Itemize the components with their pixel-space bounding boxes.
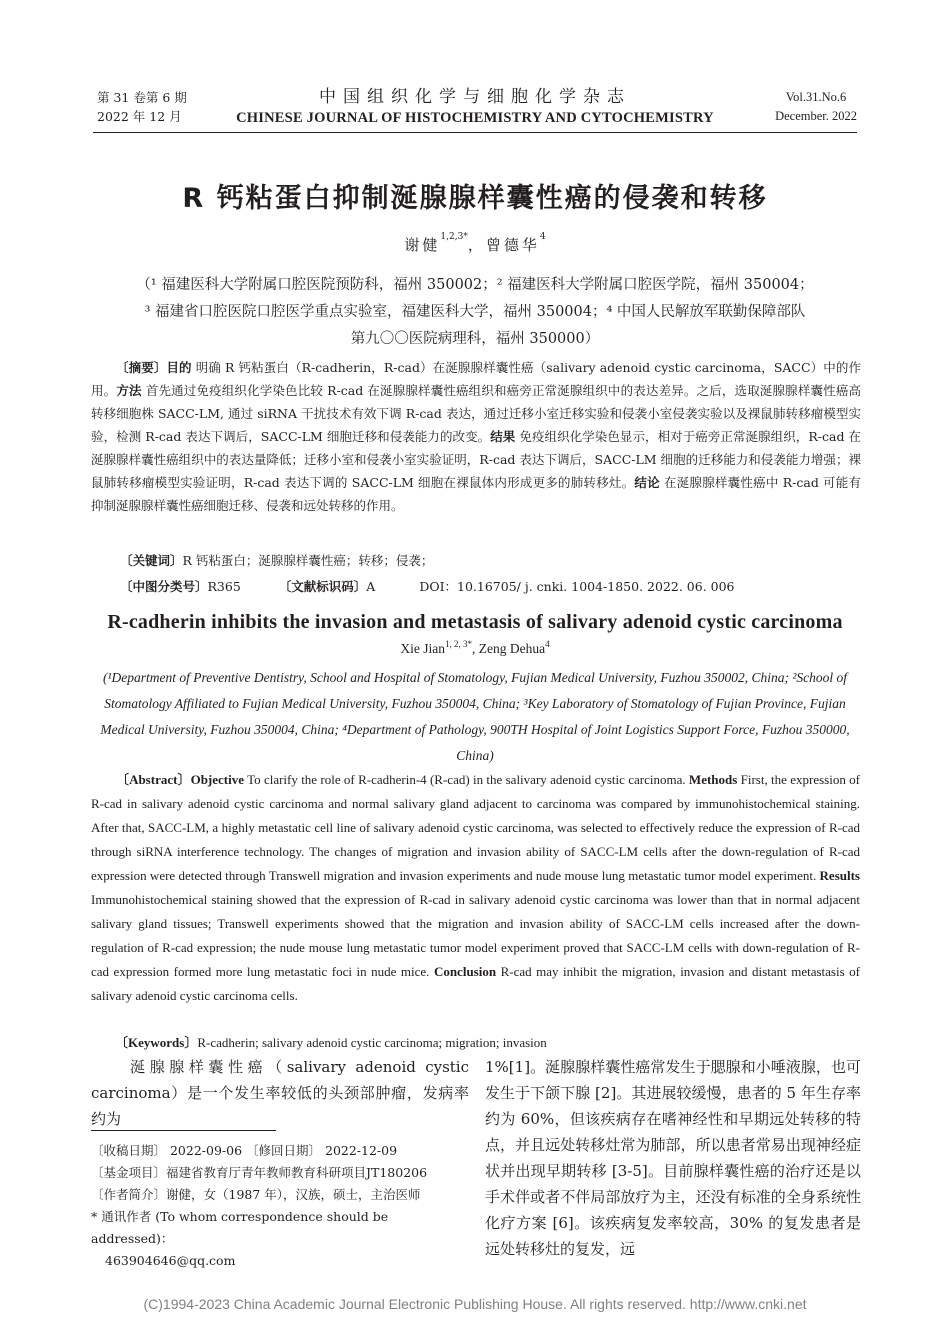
article-title-en: R-cadherin inhibits the invasion and metastasis of salivary adenoid cystic carcinoma xyxy=(107,611,843,633)
journal-title-en: CHINESE JOURNAL OF HISTOCHEMISTRY AND CYTOCHEMISTRY xyxy=(236,110,714,126)
issue-info-en xyxy=(775,88,857,126)
footnote-divider xyxy=(91,1130,276,1131)
doc-code-value: A xyxy=(366,579,376,594)
author-2-affil-cn: 4 xyxy=(539,232,546,242)
doi: DOI：10.16705/ j. cnki. 1004-1850. 2022. 06. 006 xyxy=(419,579,735,594)
body-column-left: 涎腺腺样囊性癌（salivary adenoid cystic carcinoma）是一个发生率较低的头颈部肿瘤，发病率约为 xyxy=(91,1058,469,1128)
copyright-footer: (C)1994-2023 China Academic Journal Electronic Publishing House. All rights reserved. http://www.cnki.net xyxy=(143,1296,807,1312)
footnote-corresponding: * 通讯作者 (To whom correspondence should be addressed)： xyxy=(91,1209,389,1246)
authors-cn xyxy=(0,234,950,255)
author-2-affil-en: 4 xyxy=(545,639,550,649)
footnotes xyxy=(91,1140,471,1272)
keywords-en xyxy=(115,1032,547,1051)
clc-value: R365 xyxy=(207,579,241,594)
abstract-methods-cn: 首先通过免疫组织化学染色比较 R-cad 在涎腺腺样囊性癌组织和癌旁正常涎腺组织中的表达差异。之后，选取涎腺腺样囊性癌高转移细胞株 SACC-LM, 通过 siRNA 干扰技术有效下调 R-cad 表达，通过迁移小室迁移实验和侵袭小室侵袭实验以及裸鼠肺转移瘤模型实验，检测 R-cad 表达下调后，SACC-LM 细胞迁移和侵袭能力的改变。 xyxy=(91,383,861,444)
abstract-results-en: Immunohistochemical staining showed that the expression of R-cad in salivary adenoid cystic carcinoma was lower than that in normal adjacent salivary gland tissues; Transwell experiments showed that the migration and invasion ability of SACC-LM cells increased after the down-regulation of R-cad expression; the nude mouse lung metastatic tumor model experiment proved that SACC-LM cells with down-regulation of R-cad expression formed more lung metastatic foci in nude mice. xyxy=(91,892,860,979)
author-separator-en: , xyxy=(472,641,479,656)
abstract-label-en: 〔Abstract〕 xyxy=(116,772,191,787)
affiliation-line-cn: ³ 福建省口腔医院口腔医学重点实验室，福建医科大学，福州 350004；⁴ 中国人民解放军联勤保障部队 xyxy=(144,304,806,320)
clc-label: 〔中图分类号〕 xyxy=(120,579,208,594)
author-1-affil-en: 1, 2, 3* xyxy=(445,639,472,649)
footnote-fund: 〔基金项目〕福建省教育厅青年教师教育科研项目JT180206 xyxy=(91,1165,428,1180)
abstract-objective-en: To clarify the role of R-cadherin-4 (R-cad) in the salivary adenoid cystic carcinoma. xyxy=(244,772,689,787)
article-title-cn: R 钙粘蛋白抑制涎腺腺样囊性癌的侵袭和转移 xyxy=(182,183,768,214)
affiliation-line-cn: （¹ 福建医科大学附属口腔医院预防科，福州 350002；² 福建医科大学附属口腔医学院，福州 350004； xyxy=(136,277,814,293)
authors-en xyxy=(0,641,950,657)
abstract-results-label-en: Results xyxy=(819,868,860,883)
keywords-text-en: R-cadherin; salivary adenoid cystic carcinoma; migration; invasion xyxy=(197,1035,547,1050)
author-1-cn: 谢健 xyxy=(404,236,441,254)
abstract-cn xyxy=(91,356,861,517)
journal-title xyxy=(190,86,760,128)
keywords-label-en: 〔Keywords〕 xyxy=(115,1035,198,1050)
abstract-objective-cn: 明确 R 钙粘蛋白（R-cadherin，R-cad）在涎腺腺样囊性癌（salivary adenoid cystic carcinoma，SACC）中的作用。 xyxy=(91,360,861,398)
abstract-en xyxy=(91,768,860,1008)
volume-en: Vol.31.No.6 xyxy=(785,90,847,104)
footnote-received: 〔收稿日期〕 2022-09-06 〔修回日期〕 2022-12-09 xyxy=(91,1143,398,1158)
keywords-cn xyxy=(120,550,433,572)
abstract-methods-en: First, the expression of R-cad in salivary adenoid cystic carcinoma and normal salivary gland adjacent to carcinoma was compared by immunohistochemical staining. After that, SACC-LM, a highly metastatic cell line of salivary adenoid cystic carcinoma, was selected to effectively reduce the expression of R-cad through siRNA interference technology. The changes of migration and invasion ability of SACC-LM cells after the down-regulation of R-cad expression were detected through Transwell migration and invasion experiments and nude mouse lung metastatic tumor model experiment. xyxy=(91,772,860,883)
author-separator-cn: ， xyxy=(467,236,486,254)
abstract-objective-label-en: Objective xyxy=(190,772,245,787)
author-1-en: Xie Jian xyxy=(400,641,445,656)
abstract-methods-label-cn: 方法 xyxy=(116,383,142,398)
affiliation-line-cn: 第九〇〇医院病理科，福州 350000） xyxy=(350,331,600,347)
abstract-conclusion-label-cn: 结论 xyxy=(634,475,660,490)
keywords-label-cn: 〔关键词〕 xyxy=(120,553,183,568)
footnote-author-bio: 〔作者简介〕谢健，女（1987 年），汉族，硕士，主治医师 xyxy=(91,1187,421,1202)
issue-date-cn: 2022 年 12 月 xyxy=(97,109,182,124)
doc-code-label: 〔文献标识码〕 xyxy=(278,579,367,594)
footnote-email[interactable]: 463904646@qq.com xyxy=(105,1253,236,1268)
abstract-conclusion-label-en: Conclusion xyxy=(433,964,497,979)
affiliations-cn xyxy=(95,272,855,353)
issue-number-cn: 第 31 卷第 6 期 xyxy=(97,90,187,105)
issue-info-cn xyxy=(97,88,187,126)
abstract-conclusion-cn: 在涎腺腺样囊性癌中 R-cad 可能有抑制涎腺腺样囊性癌细胞迁移、侵袭和远处转移的作用。 xyxy=(91,475,861,513)
abstract-label-cn: 〔摘要〕目的 xyxy=(116,360,192,375)
journal-title-cn: 中国组织化学与细胞化学杂志 xyxy=(319,87,631,107)
abstract-methods-label-en: Methods xyxy=(688,772,738,787)
header-divider xyxy=(93,132,857,133)
classification-row xyxy=(120,576,860,598)
abstract-results-label-cn: 结果 xyxy=(490,429,516,444)
body-column-right: 1%[1]。涎腺腺样囊性癌常发生于腮腺和小唾液腺，也可发生于下颌下腺 [2]。其进展较缓慢，患者的 5 年生存率约为 60%，但该疾病存在嗜神经性和早期远处转移的特点，并且远处转移灶常为肺部，所以患者常易出现神经症状并出现早期转移 [3-5]。目前腺样囊性癌的治疗还是以手术伴或者不伴局部放疗为主，还没有标准的全身系统性化疗方案 [6]。该疾病复发率较高，30% 的复发患者是远处转移灶的复发，远 xyxy=(485,1058,861,1258)
abstract-results-cn: 免疫组织化学染色显示，相对于癌旁正常涎腺组织，R-cad 在涎腺腺样囊性癌组织中的表达量降低；迁移小室和侵袭小室实验证明，R-cad 表达下调后，SACC-LM 细胞的迁移能力和侵袭能力增强；裸鼠肺转移瘤模型实验证明，R-cad 表达下调的 SACC-LM 细胞在裸鼠体内形成更多的肺转移灶。 xyxy=(91,429,861,490)
author-2-en: Zeng Dehua xyxy=(478,641,546,656)
affiliations-en: (¹Department of Preventive Dentistry, School and Hospital of Stomatology, Fujian Medical University, Fuzhou 350002, China; ²School of Stomatology Affiliated to Fujian Medical University, Fuzhou 350004, China; ³Key Laboratory of Stomatology of Fujian Province, Fujian Medical University, Fuzhou 350004, China; ⁴Department of Pathology, 900TH Hospital of Joint Logistics Support Force, Fuzhou 350000, China) xyxy=(100,670,850,763)
issue-date-en: December. 2022 xyxy=(775,109,857,123)
author-2-cn: 曾德华 xyxy=(485,236,540,254)
abstract-conclusion-en: R-cad may inhibit the migration, invasion and distant metastasis of salivary adenoid cystic carcinoma cells. xyxy=(91,964,860,1003)
author-1-affil-cn: 1,2,3* xyxy=(440,232,468,242)
keywords-text-cn: R 钙粘蛋白；涎腺腺样囊性癌；转移；侵袭； xyxy=(182,553,434,568)
